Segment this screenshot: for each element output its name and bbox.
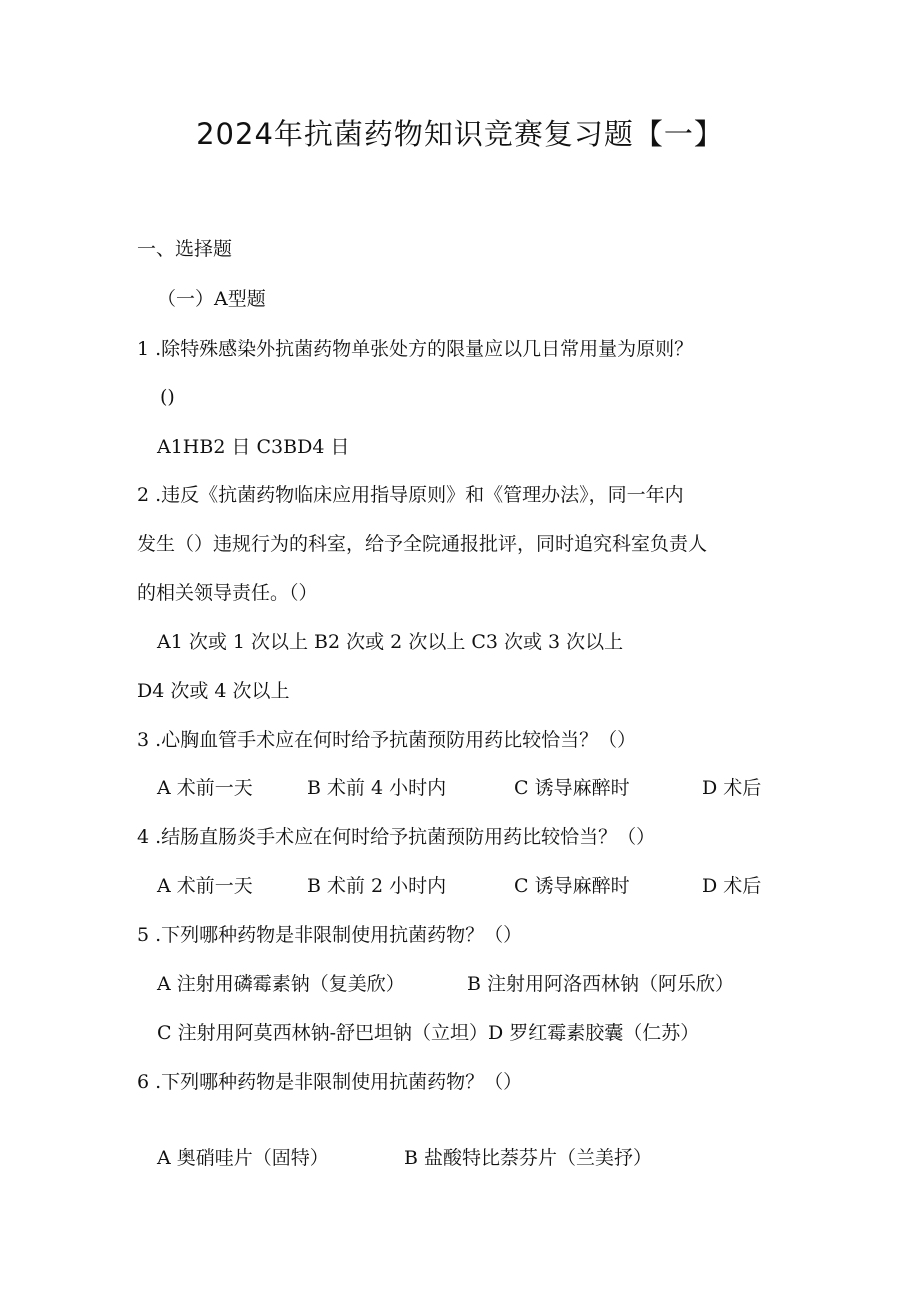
question-6-option-b: B 盐酸特比萘芬片（兰美抒） (404, 1147, 653, 1169)
question-3-option-a: A 术前一天 (157, 777, 253, 799)
question-3-stem: 3 .心胸血管手术应在何时给予抗菌预防用药比较恰当？（） (137, 729, 637, 751)
question-1-options: A1HB2 日 C3BD4 日 (157, 436, 350, 458)
question-2-line-3: 的相关领导责任。（） (137, 582, 318, 604)
question-3-option-c: C 诱导麻醉时 (514, 777, 630, 799)
question-4-option-b: B 术前 2 小时内 (307, 875, 447, 897)
question-2-options-line-2: D4 次或 4 次以上 (137, 680, 290, 702)
document-title: 2024年抗菌药物知识竞赛复习题【一】 (196, 117, 724, 151)
question-4-option-a: A 术前一天 (157, 875, 253, 897)
question-4-option-d: D 术后 (702, 875, 762, 897)
question-1-line-1: 1 .除特殊感染外抗菌药物单张处方的限量应以几日常用量为原则？ (137, 338, 694, 360)
question-1-answer-blank: () (160, 386, 175, 408)
question-5-option-b: B 注射用阿洛西林钠（阿乐欣） (467, 973, 735, 995)
question-2-line-1: 2 .违反《抗菌药物临床应用指导原则》和《管理办法》，同一年内 (137, 484, 684, 506)
question-2-options-line-1: A1 次或 1 次以上 B2 次或 2 次以上 C3 次或 3 次以上 (157, 631, 624, 653)
question-5-stem: 5 .下列哪种药物是非限制使用抗菌药物？（） (137, 924, 523, 946)
question-3-option-d: D 术后 (702, 777, 762, 799)
subsection-heading: （一）A型题 (157, 288, 266, 310)
question-2-line-2: 发生（）违规行为的科室，给予全院通报批评，同时追究科室负责人 (137, 533, 708, 555)
question-4-option-c: C 诱导麻醉时 (514, 875, 630, 897)
question-4-stem: 4 .结肠直肠炎手术应在何时给予抗菌预防用药比较恰当？（） (137, 826, 656, 848)
question-6-option-a: A 奥硝哇片（固特） (157, 1147, 329, 1169)
section-heading: 一、选择题 (137, 238, 233, 260)
question-6-stem: 6 .下列哪种药物是非限制使用抗菌药物？（） (137, 1071, 523, 1093)
question-3-option-b: B 术前 4 小时内 (307, 777, 447, 799)
question-5-options-line-2: C 注射用阿莫西林钠-舒巴坦钠（立坦）D 罗红霉素胶囊（仁苏） (157, 1022, 700, 1044)
question-5-option-a: A 注射用磷霉素钠（复美欣） (157, 973, 405, 995)
